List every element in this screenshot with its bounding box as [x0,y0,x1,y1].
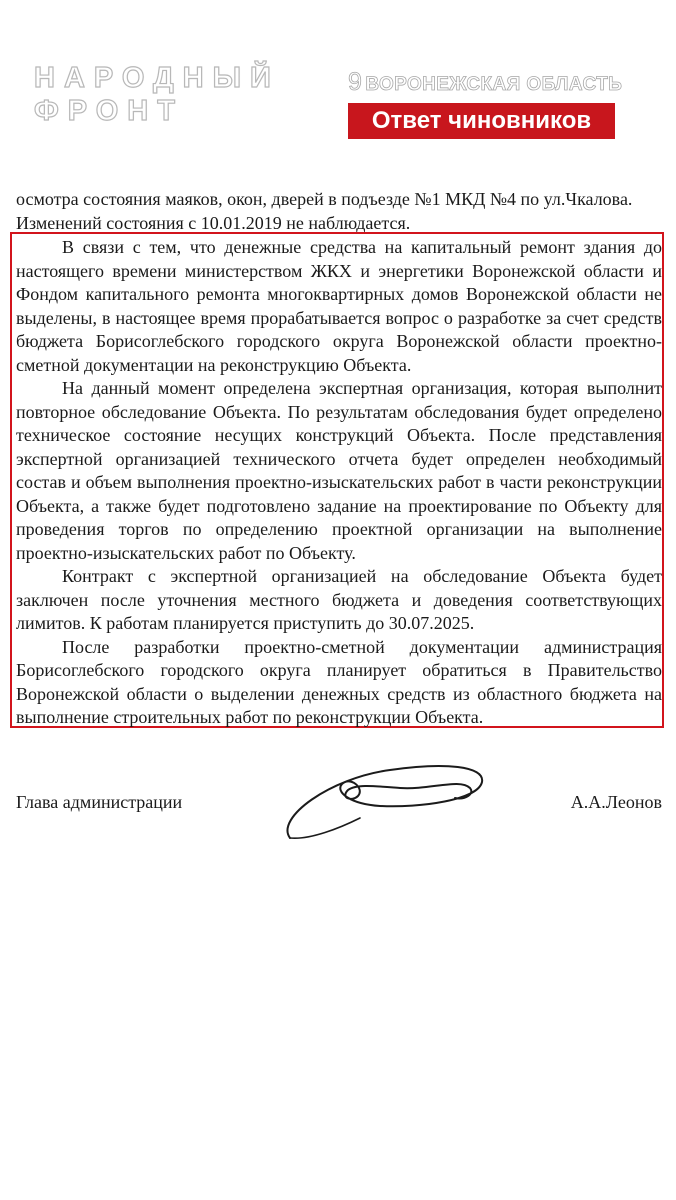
logo-line1: НАРОДНЫЙ [34,62,280,94]
paragraph-4: После разработки проектно-сметной документации администрация Борисоглебского городского округа планирует обратиться в Правительство Воронежской области о выделении денежных средств из областного бюджета на выполнение строительных работ по реконструкции Объекта. [16,636,662,727]
document-line-1: осмотра состояния маяков, окон, дверей в подъезде №1 МКД №4 по ул.Чкалова. [16,189,633,209]
region-number: 9 [348,68,363,96]
paragraph-1: В связи с тем, что денежные средства на капитальный ремонт здания до настоящего времени министерством ЖКХ и энергетики Воронежской области и Фондом капитального ремонта многоквартирных домов Воронежской области не выделены, в настоящее время прорабатывается вопрос о разработке за счет средств бюджета Борисоглебского городского округа Воронежской области проектно-сметной документации на реконструкцию Объекта. [16,237,662,375]
region-name: ВОРОНЕЖСКАЯ ОБЛАСТЬ [365,74,623,95]
handwritten-signature [270,748,520,858]
paragraph-2: На данный момент определена экспертная организация, которая выполнит повторное обследование Объекта. По результатам обследования будет определено техническое состояние несущих конструкций Объекта. После представления экспертной организацией технического отчета будет определен необходимый состав и объем выполнения проектно-изыскательских работ в части реконструкции Объекта, а также будет подготовлено задание на проектирование по Объекту для проведения торгов по определению проектной организации на выполнение проектно-изыскательских работ по Объекту. [16,378,662,563]
document-line-2: Изменений состояния с 10.01.2019 не наблюдается. [16,213,411,233]
paragraph-3: Контракт с экспертной организацией на обследование Объекта будет заключен после уточнения местного бюджета и доведения соответствующих лимитов. К работам планируется приступить до 30.07.2025. [16,566,662,633]
signature-title: Глава администрации [16,792,183,812]
logo-line2: ФРОНТ [34,95,184,127]
officials-answer-badge: Ответ чиновников [348,103,615,139]
document-body [16,236,662,730]
signature-name: А.А.Леонов [570,792,662,812]
region-label [348,68,622,97]
narodny-front-logo [34,62,280,128]
